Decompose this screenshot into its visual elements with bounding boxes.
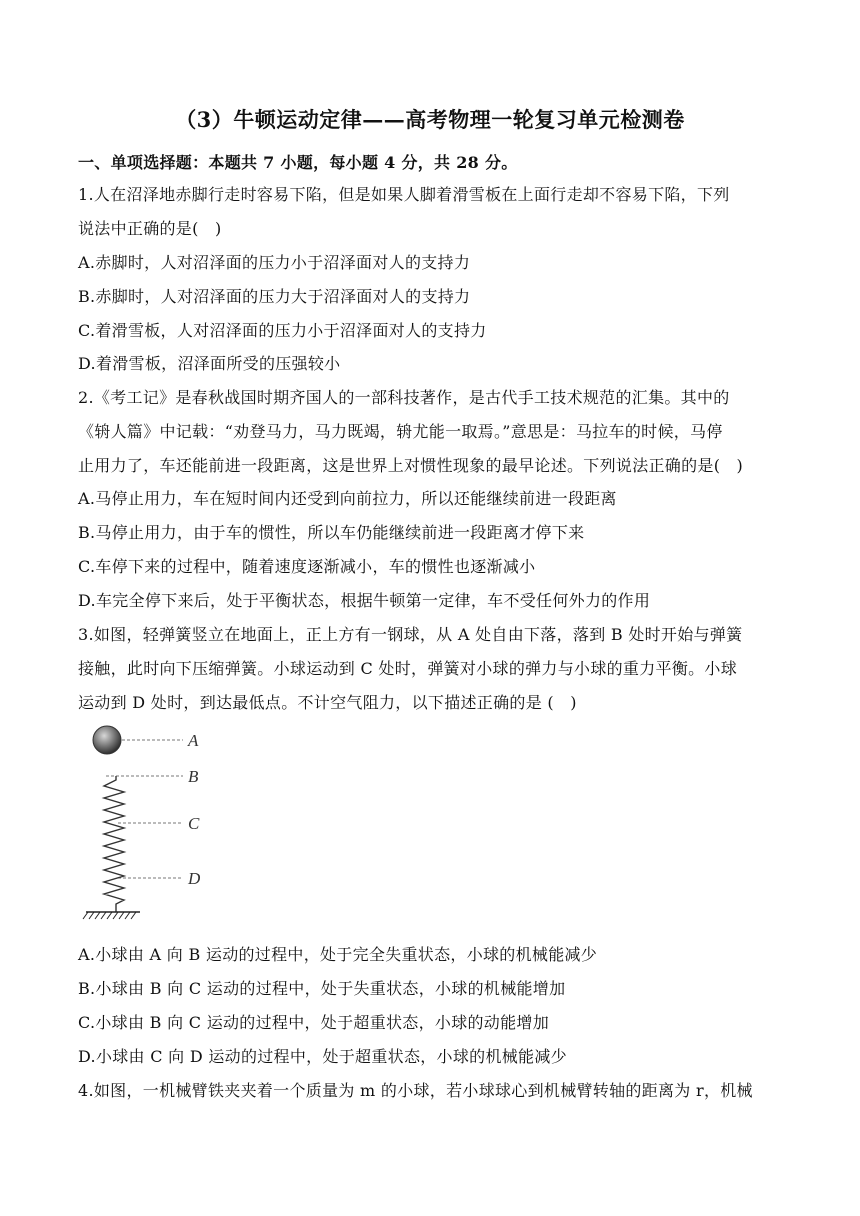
q2-option-b: B.马停止用力，由于车的惯性，所以车仍能继续前进一段距离才停下来	[78, 523, 585, 542]
q1-option-b: B.赤脚时，人对沼泽面的压力大于沼泽面对人的支持力	[78, 287, 471, 306]
q1-option-a: A.赤脚时，人对沼泽面的压力小于沼泽面对人的支持力	[78, 253, 471, 272]
q1-option-d: D.着滑雪板，沼泽面所受的压强较小	[78, 354, 341, 373]
q3-option-a: A.小球由 A 向 B 运动的过程中，处于完全失重状态，小球的机械能减少	[78, 945, 598, 964]
label-c: C	[188, 814, 200, 833]
q2-option-a: A.马停止用力，车在短时间内还受到向前拉力，所以还能继续前进一段距离	[78, 489, 617, 508]
spring-coil	[104, 776, 124, 912]
label-a: A	[188, 731, 199, 750]
page-title: （3）牛顿运动定律——高考物理一轮复习单元检测卷	[175, 107, 685, 132]
q2-option-c: C.车停下来的过程中，随着速度逐渐减小，车的惯性也逐渐减小	[78, 557, 536, 576]
label-b: B	[188, 767, 199, 786]
q1-stem-line-2: 说法中正确的是( )	[78, 219, 222, 238]
q3-option-c: C.小球由 B 向 C 运动的过程中，处于超重状态，小球的动能增加	[78, 1013, 550, 1032]
q3-stem-line-3: 运动到 D 处时，到达最低点。不计空气阻力，以下描述正确的是 ( )	[78, 693, 577, 712]
q3-option-b: B.小球由 B 向 C 运动的过程中，处于失重状态，小球的机械能增加	[78, 979, 566, 998]
spring-ball-figure	[78, 716, 238, 931]
q1-stem-line-1: 1.人在沼泽地赤脚行走时容易下陷，但是如果人脚着滑雪板在上面行走却不容易下陷，下列	[78, 185, 730, 204]
q4-stem-line-1: 4.如图，一机械臂铁夹夹着一个质量为 m 的小球，若小球球心到机械臂转轴的距离为 r，机械	[78, 1081, 753, 1100]
q3-option-d: D.小球由 C 向 D 运动的过程中，处于超重状态，小球的机械能减少	[78, 1047, 567, 1066]
q2-option-d: D.车完全停下来后，处于平衡状态，根据牛顿第一定律，车不受任何外力的作用	[78, 591, 651, 610]
section-heading: 一、单项选择题：本题共 7 小题，每小题 4 分，共 28 分。	[78, 153, 518, 172]
q2-stem-line-1: 2.《考工记》是春秋战国时期齐国人的一部科技著作，是古代手工技术规范的汇集。其中的	[78, 388, 730, 407]
q3-stem-line-2: 接触，此时向下压缩弹簧。小球运动到 C 处时，弹簧对小球的弹力与小球的重力平衡。小球	[78, 659, 738, 678]
q2-stem-line-3: 止用力了，车还能前进一段距离，这是世界上对惯性现象的最早论述。下列说法正确的是( )	[78, 456, 744, 475]
label-d: D	[188, 869, 201, 888]
q1-option-c: C.着滑雪板，人对沼泽面的压力小于沼泽面对人的支持力	[78, 321, 487, 340]
q2-stem-line-2: 《辀人篇》中记载：“劝登马力，马力既竭，辀尤能一取焉。”意思是：马拉车的时候，马停	[78, 422, 723, 441]
ground-hatching	[83, 912, 136, 919]
steel-ball	[93, 726, 121, 754]
q3-stem-line-1: 3.如图，轻弹簧竖立在地面上，正上方有一钢球，从 A 处自由下落，落到 B 处时开始与弹簧	[78, 625, 743, 644]
